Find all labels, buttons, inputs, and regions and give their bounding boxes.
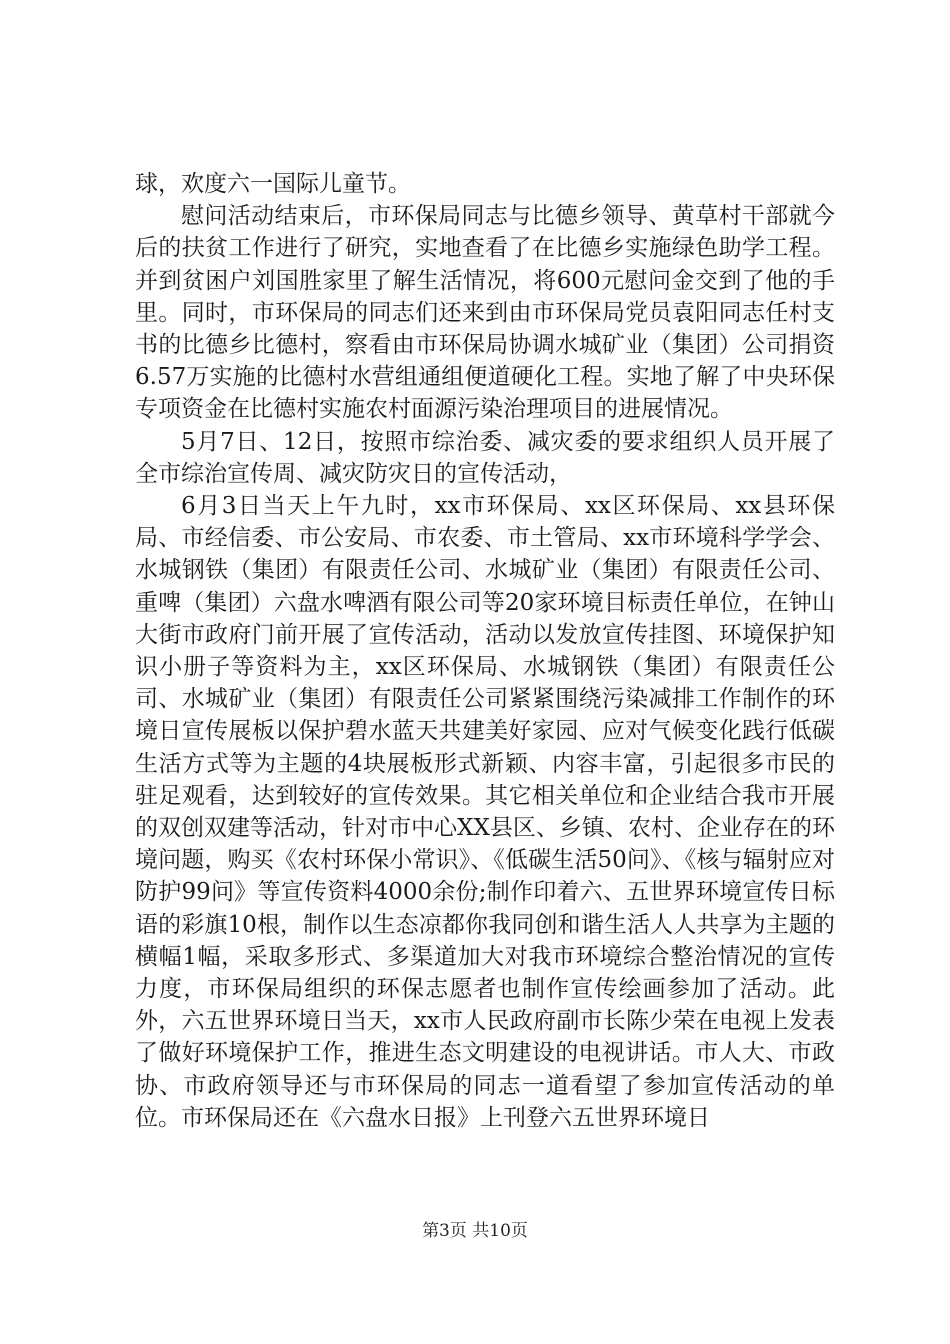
paragraph-1: 球，欢度六一国际儿童节。	[135, 171, 411, 197]
page-number-footer: 第3页 共10页	[422, 1221, 528, 1241]
paragraph-4: 6月3日当天上午九时，xx市环保局、xx区环保局、xx县环保局、市经信委、市公安局、市农委、市土管局、xx市环境科学学会、水城钢铁（集团）有限责任公司、水城矿业（集团）有限责任公司、重啤（集团）六盘水啤酒有限公司等20家环境目标责任单位，在钟山大街市政府门前开展了宣传活动，活动以发放宣传挂图、环境保护知识小册子等资料为主，xx区环保局、水城钢铁（集团）有限责任公司、水城矿业（集团）有限责任公司紧紧围绕污染减排工作制作的环境日宣传展板以保护碧水蓝天共建美好家园、应对气候变化践行低碳生活方式等为主题的4块展板形式新颖、内容丰富，引起很多市民的驻足观看，达到较好的宣传效果。其它相关单位和企业结合我市开展的双创双建等活动，针对市中心XX县区、乡镇、农村、企业存在的环境问题，购买《农村环保小常识》、《低碳生活50问》、《核与辐射应对防护99问》等宣传资料4000余份;制作印着六、五世界环境宣传日标语的彩旗10根，制作以生态凉都你我同创和谐生活人人共享为主题的横幅1幅，采取多形式、多渠道加大对我市环境综合整治情况的宣传力度，市环保局组织的环保志愿者也制作宣传绘画参加了活动。此外，六五世界环境日当天，xx市人民政府副市长陈少荣在电视上发表了做好环境保护工作，推进生态文明建设的电视讲话。市人大、市政协、市政府领导还与市环保局的同志一道看望了参加宣传活动的单位。市环保局还在《六盘水日报》上刊登六五世界环境日	[135, 493, 835, 1131]
paragraph-2: 慰问活动结束后，市环保局同志与比德乡领导、黄草村干部就今后的扶贫工作进行了研究，实地查看了在比德乡实施绿色助学工程。并到贫困户刘国胜家里了解生活情况，将600元慰问金交到了他的手里。同时，市环保局的同志们还来到由市环保局党员袁阳同志任村支书的比德乡比德村，察看由市环保局协调水城矿业（集团）公司捐资6.57万实施的比德村水营组通组便道硬化工程。实地了解了中央环保专项资金在比德村实施农村面源污染治理项目的进展情况。	[135, 203, 835, 423]
paragraph-3: 5月7日、12日，按照市综治委、减灾委的要求组织人员开展了全市综治宣传周、减灾防灾日的宣传活动，	[135, 428, 835, 487]
document-body	[135, 168, 835, 1134]
